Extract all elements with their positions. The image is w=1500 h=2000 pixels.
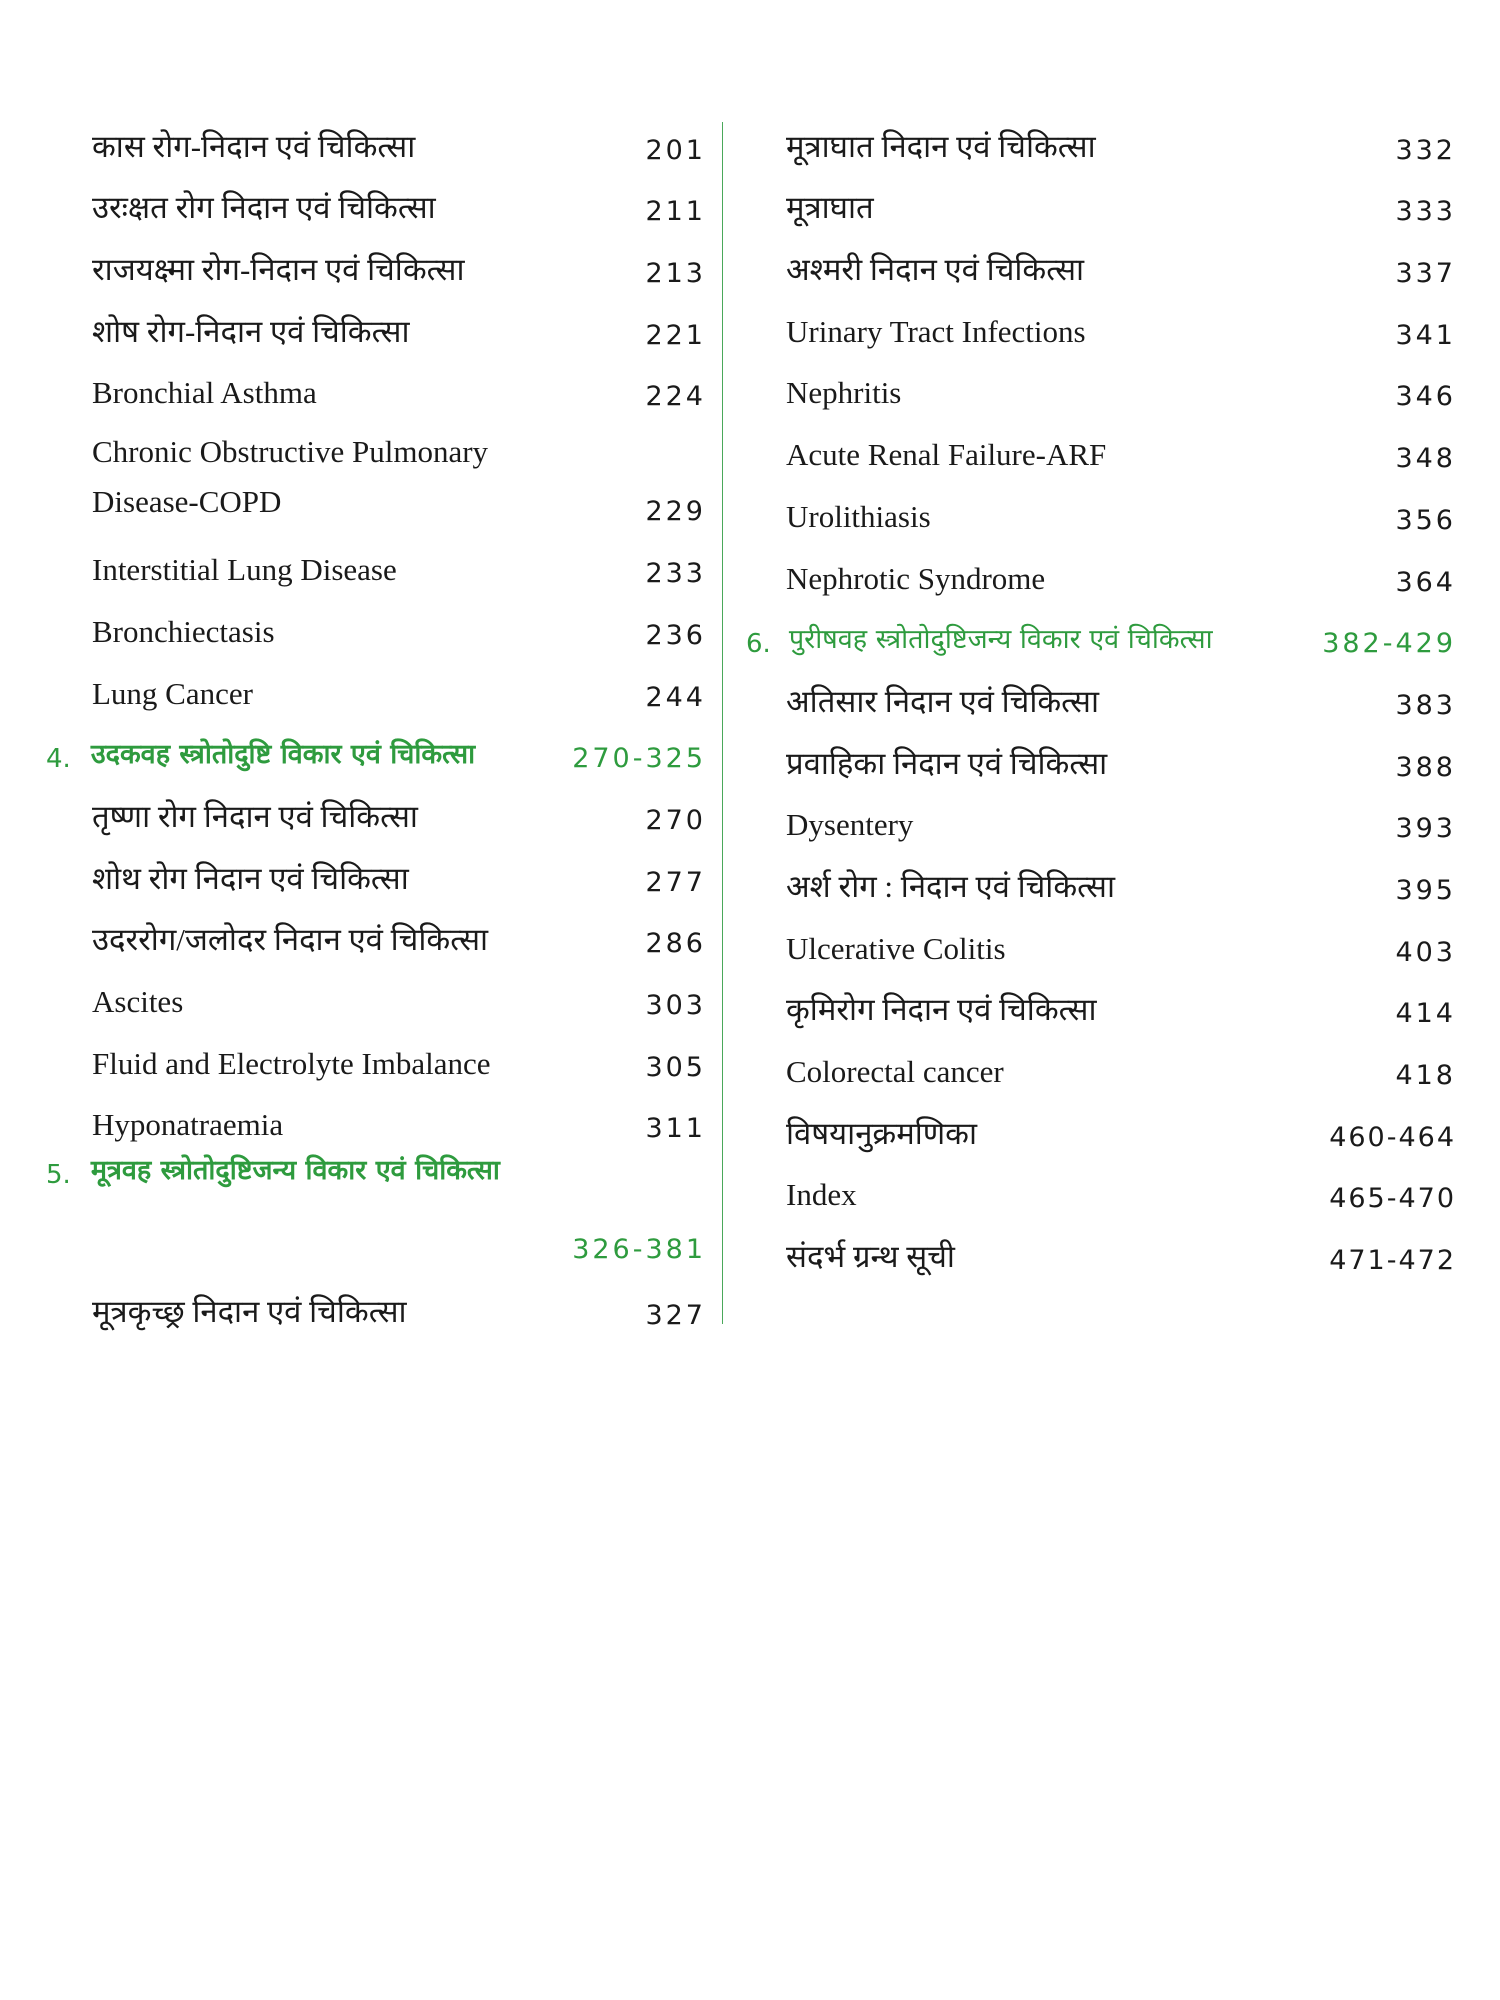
- toc-entry[interactable]: [92, 297, 706, 359]
- entry-title-line-1: Chronic Obstructive Pulmonary: [92, 434, 489, 470]
- toc-entry[interactable]: [786, 852, 1456, 914]
- chapter-number: 5.: [46, 1160, 71, 1191]
- entry-title: अतिसार निदान एवं चिकित्सा: [786, 683, 1100, 719]
- entry-page: 233: [645, 558, 706, 590]
- entry-title: Ulcerative Colitis: [786, 930, 1006, 966]
- entry-title: अर्श रोग : निदान एवं चिकित्सा: [786, 868, 1115, 904]
- toc-entry[interactable]: [92, 659, 706, 721]
- entry-title: शोथ रोग निदान एवं चिकित्सा: [92, 860, 409, 896]
- entry-title: Fluid and Electrolyte Imbalance: [92, 1045, 491, 1081]
- toc-entry[interactable]: [786, 976, 1456, 1038]
- entry-title: Urolithiasis: [786, 498, 931, 534]
- entry-title: Nephrotic Syndrome: [786, 560, 1046, 596]
- toc-entry[interactable]: [786, 482, 1456, 544]
- entry-title: प्रवाहिका निदान एवं चिकित्सा: [786, 745, 1108, 781]
- entry-page: 221: [645, 319, 706, 351]
- entry-page: 327: [645, 1300, 706, 1331]
- entry-page: 201: [645, 134, 706, 166]
- entry-page: 341: [1395, 319, 1456, 351]
- entry-title: Urinary Tract Infections: [786, 313, 1086, 349]
- toc-entry[interactable]: [786, 359, 1456, 421]
- toc-entry[interactable]: [92, 420, 706, 535]
- entry-page: 414: [1395, 998, 1456, 1030]
- toc-entry[interactable]: [786, 1222, 1456, 1284]
- toc-entry[interactable]: [92, 235, 706, 297]
- entry-page: 213: [645, 258, 706, 290]
- entry-page: 224: [645, 381, 706, 413]
- toc-entry[interactable]: [92, 906, 706, 968]
- toc-left-column: [46, 112, 706, 1339]
- chapter-page-range: 270-325: [572, 743, 706, 775]
- entry-title: Ascites: [92, 983, 184, 1019]
- entry-title: Nephritis: [786, 375, 902, 411]
- toc-entry[interactable]: [786, 729, 1456, 791]
- entry-page: 333: [1395, 196, 1456, 228]
- entry-page: 418: [1395, 1060, 1456, 1091]
- chapter-title: मूत्रवह स्त्रोतोदुष्टिजन्य विकार एवं चिकित्सा: [90, 1155, 500, 1187]
- toc-entry[interactable]: [92, 844, 706, 906]
- entry-title: Bronchiectasis: [92, 613, 275, 649]
- entry-title: Hyponatraemia: [92, 1107, 284, 1143]
- entry-title: शोष रोग-निदान एवं चिकित्सा: [92, 313, 410, 349]
- entry-page: 460-464: [1329, 1121, 1456, 1153]
- toc-entry[interactable]: [92, 535, 706, 597]
- chapter-title: पुरीषवह स्त्रोतोदुष्टिजन्य विकार एवं चिकित्सा: [788, 624, 1213, 656]
- toc-entry[interactable]: [786, 112, 1456, 174]
- toc-entry[interactable]: [786, 174, 1456, 236]
- entry-page: 471-472: [1329, 1245, 1456, 1277]
- toc-entry[interactable]: [92, 597, 706, 659]
- toc-entry[interactable]: [786, 235, 1456, 297]
- chapter-heading[interactable]: [46, 721, 706, 783]
- entry-page: 348: [1395, 443, 1456, 475]
- entry-page: 403: [1395, 936, 1456, 968]
- entry-title: कृमिरोग निदान एवं चिकित्सा: [786, 992, 1097, 1028]
- entry-title-line-2: Disease-COPD: [92, 484, 282, 520]
- entry-page: 211: [645, 196, 706, 228]
- toc-entry[interactable]: [92, 782, 706, 844]
- entry-title: राजयक्ष्मा रोग-निदान एवं चिकित्सा: [92, 252, 465, 288]
- entry-title: विषयानुक्रमणिका: [786, 1115, 978, 1151]
- toc-right-column: [746, 112, 1456, 1284]
- entry-page: 356: [1395, 504, 1456, 536]
- entry-title: Acute Renal Failure-ARF: [786, 437, 1107, 473]
- toc-entry[interactable]: [92, 174, 706, 236]
- entry-title: उरःक्षत रोग निदान एवं चिकित्सा: [92, 190, 436, 226]
- entry-title: [92, 427, 488, 527]
- entry-page: 388: [1395, 751, 1456, 783]
- entry-page: 332: [1395, 134, 1456, 166]
- chapter-number: 6.: [746, 629, 771, 660]
- entry-title: संदर्भ ग्रन्थ सूची: [786, 1239, 955, 1275]
- entry-title: मूत्राघात: [786, 190, 874, 226]
- entry-page: 303: [645, 989, 706, 1021]
- chapter-heading[interactable]: [46, 1152, 706, 1277]
- toc-entry[interactable]: [786, 791, 1456, 853]
- entry-title: Colorectal cancer: [786, 1054, 1004, 1089]
- toc-entry[interactable]: [92, 1091, 706, 1153]
- entry-title: तृष्णा रोग निदान एवं चिकित्सा: [92, 798, 418, 834]
- entry-title: Index: [786, 1177, 857, 1213]
- entry-page: 277: [645, 866, 706, 898]
- entry-title: अश्मरी निदान एवं चिकित्सा: [786, 252, 1085, 288]
- entry-title: कास रोग-निदान एवं चिकित्सा: [92, 128, 416, 164]
- toc-entry[interactable]: [786, 1037, 1456, 1099]
- entry-page: 364: [1395, 566, 1456, 598]
- entry-title: मूत्रकृच्छ्र निदान एवं चिकित्सा: [92, 1294, 407, 1329]
- toc-entry[interactable]: [92, 112, 706, 174]
- entry-page: 393: [1395, 813, 1456, 845]
- toc-entry[interactable]: [786, 297, 1456, 359]
- entry-page: 286: [645, 928, 706, 960]
- toc-entry[interactable]: [92, 967, 706, 1029]
- entry-page: 395: [1395, 874, 1456, 906]
- toc-entry[interactable]: [786, 914, 1456, 976]
- toc-entry[interactable]: [786, 1099, 1456, 1161]
- chapter-page-range: 326-381: [572, 1234, 706, 1266]
- entry-page: 346: [1395, 381, 1456, 413]
- toc-entry[interactable]: [92, 359, 706, 421]
- entry-title: Bronchial Asthma: [92, 375, 317, 411]
- toc-entry[interactable]: [786, 1161, 1456, 1223]
- entry-page: 244: [645, 681, 706, 713]
- entry-title: मूत्राघात निदान एवं चिकित्सा: [786, 128, 1096, 164]
- entry-title: Interstitial Lung Disease: [92, 552, 397, 588]
- toc-entry[interactable]: [786, 544, 1456, 606]
- chapter-title: उदकवह स्त्रोतोदुष्टि विकार एवं चिकित्सा: [90, 739, 476, 771]
- entry-page: 305: [645, 1051, 706, 1083]
- chapter-number: 4.: [46, 744, 71, 775]
- toc-entry[interactable]: [786, 420, 1456, 482]
- entry-title: उदररोग/जलोदर निदान एवं चिकित्सा: [92, 922, 489, 958]
- toc-entry[interactable]: [786, 667, 1456, 729]
- entry-title: Lung Cancer: [92, 675, 253, 711]
- toc-entry[interactable]: [92, 1029, 706, 1091]
- entry-title: Dysentery: [786, 807, 914, 843]
- toc-entry[interactable]: [92, 1277, 706, 1339]
- chapter-heading[interactable]: [746, 606, 1456, 668]
- entry-page: 311: [645, 1113, 706, 1145]
- entry-page: 229: [645, 496, 706, 528]
- column-divider: [722, 122, 723, 1324]
- entry-page: 383: [1395, 689, 1456, 721]
- entry-page: 236: [645, 619, 706, 651]
- chapter-page-range: 382-429: [1322, 628, 1456, 660]
- entry-page: 337: [1395, 258, 1456, 290]
- entry-page: 465-470: [1329, 1183, 1456, 1215]
- entry-page: 270: [645, 804, 706, 836]
